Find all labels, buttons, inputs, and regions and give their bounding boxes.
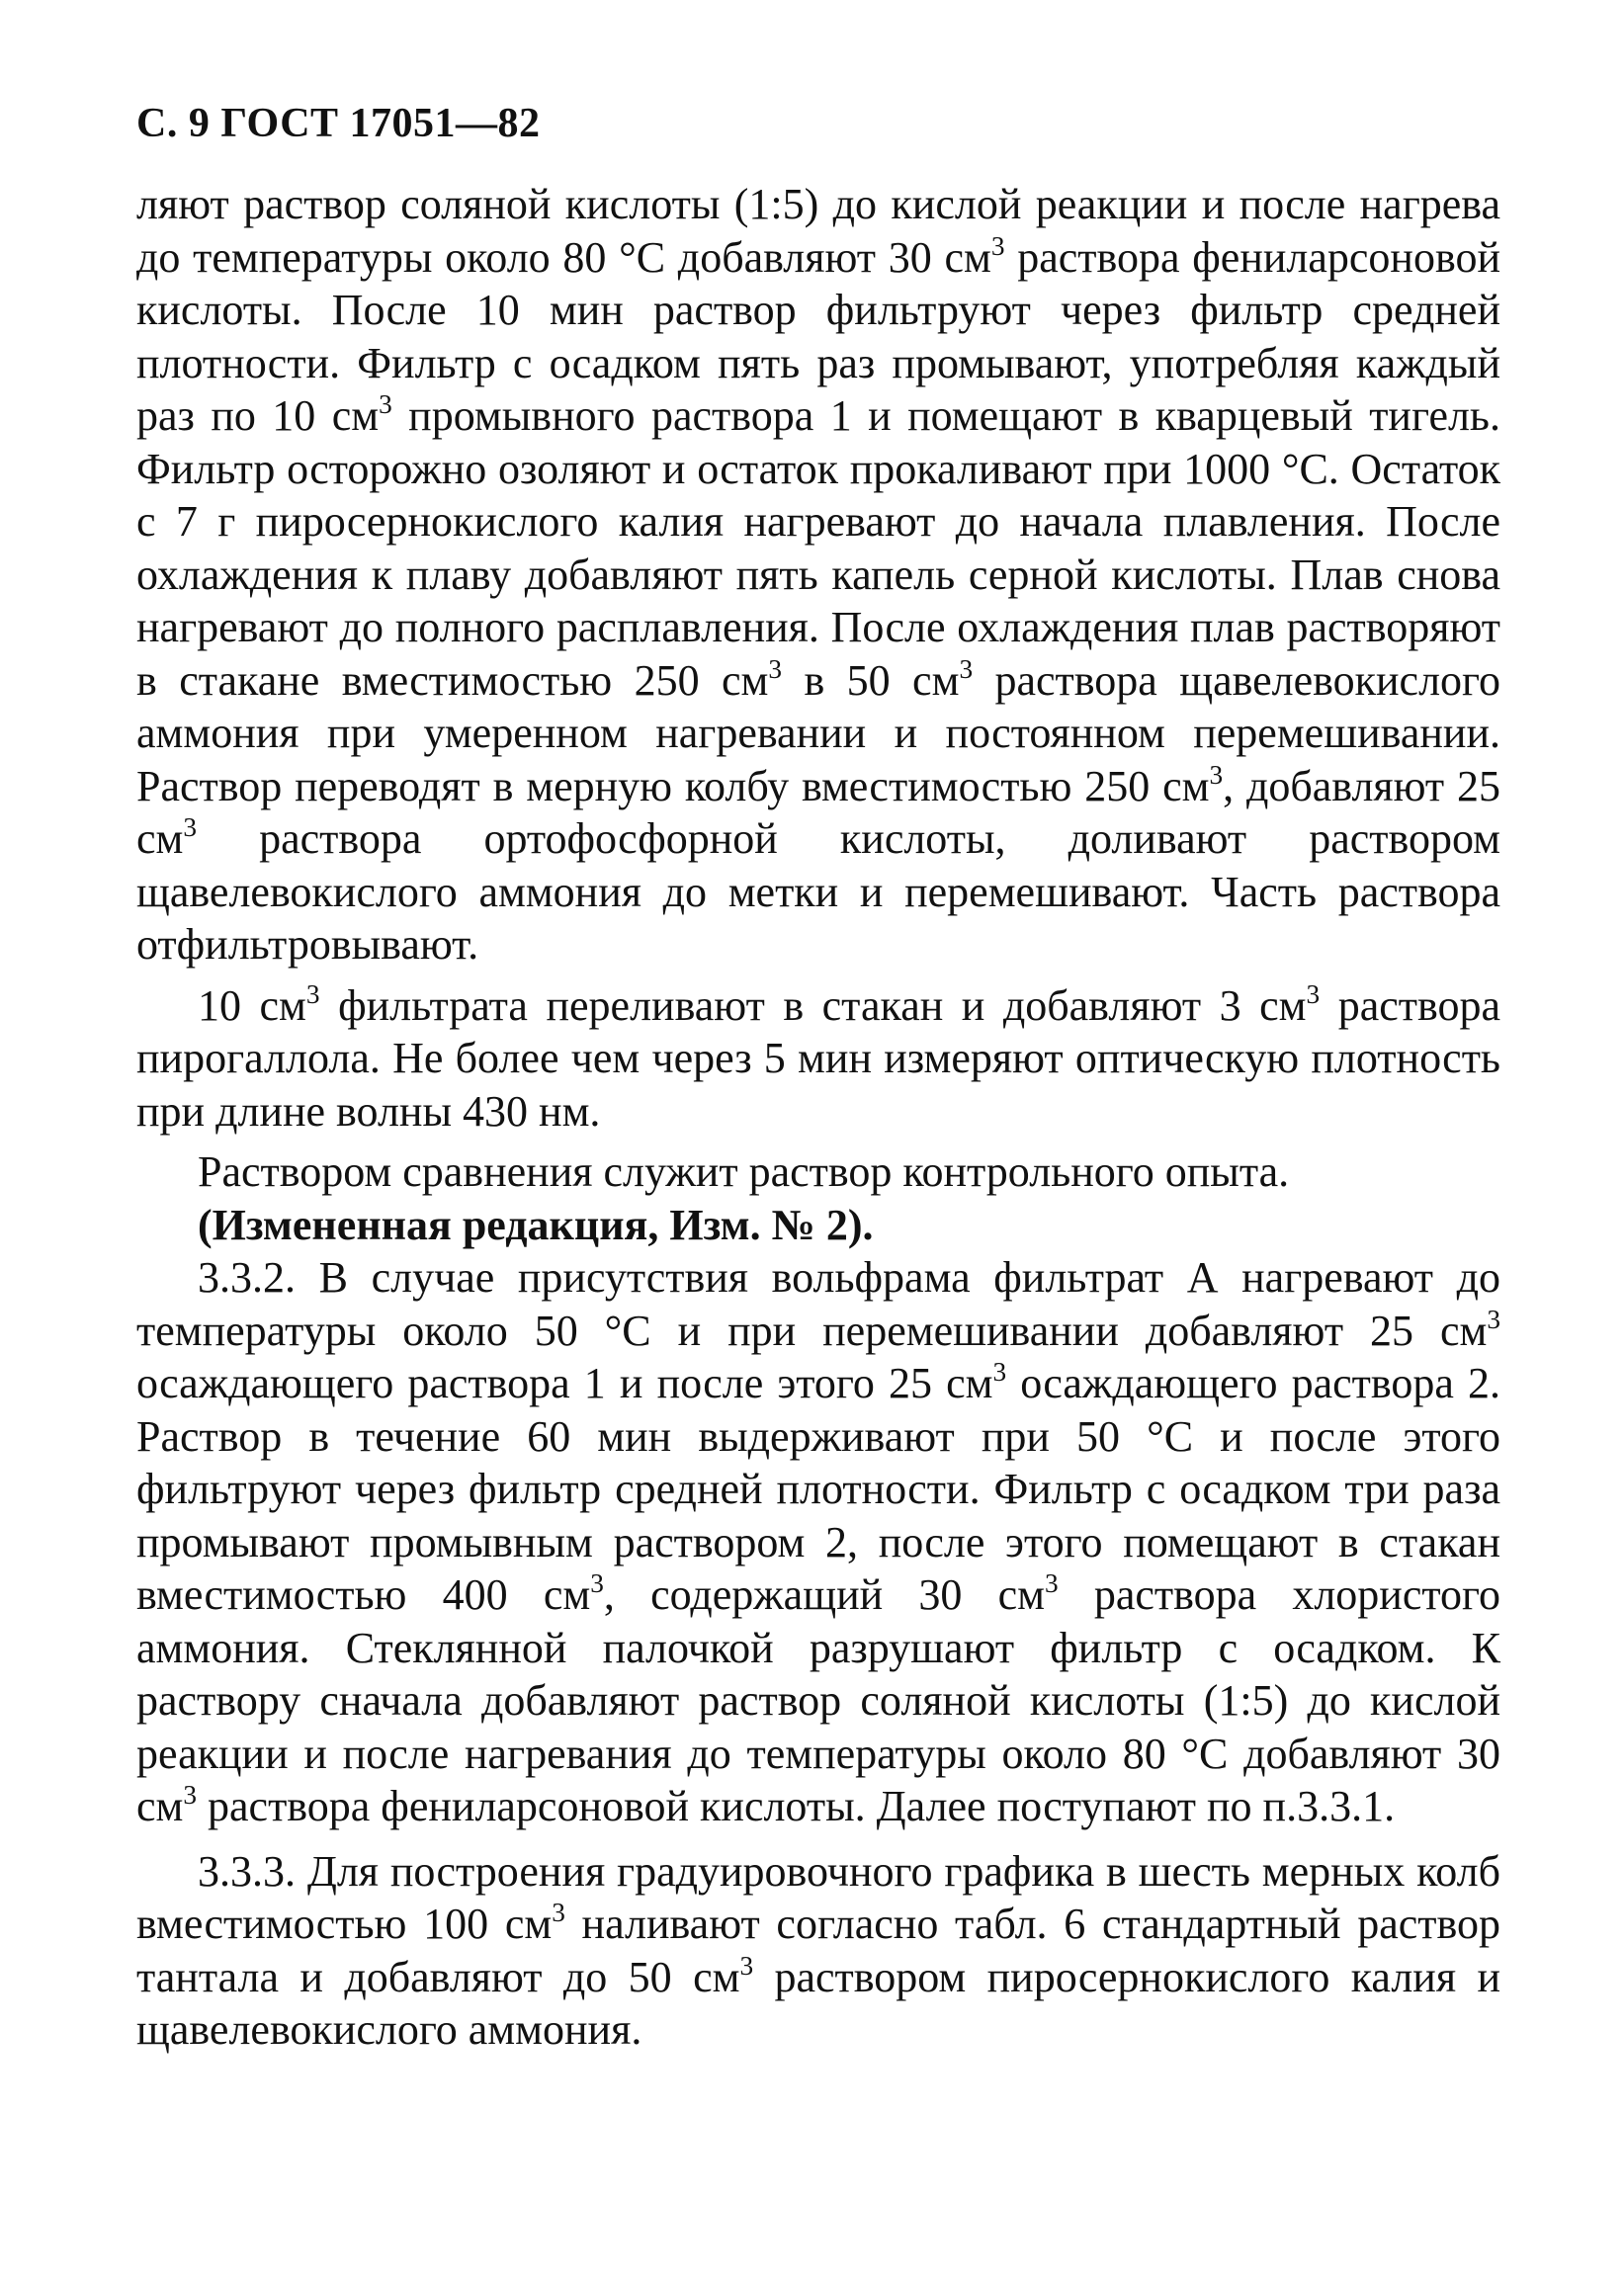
page-header: С. 9 ГОСТ 17051—82: [136, 101, 541, 146]
superscript-3: 3: [1209, 759, 1224, 790]
superscript-3: 3: [1306, 978, 1321, 1009]
superscript-3: 3: [768, 653, 783, 684]
superscript-3: 3: [552, 1898, 565, 1928]
superscript-3: 3: [305, 978, 320, 1009]
superscript-3: 3: [992, 1357, 1007, 1388]
superscript-3: 3: [990, 230, 1005, 261]
superscript-3: 3: [959, 653, 974, 684]
paragraph-continuation: ляют раствор соляной кислоты (1:5) до кислой реакции и после нагрева до температуры около 80 °С добавляют 30 $см^3$ раствора фениларсоновой кислоты. После 10 мин раствор фильтруют через фильтр средней плотности. Фильтр с осадком пять раз промывают, употребляя каждый раз по 10 $см^3$ промывного раствора 1 и помещают в кварцевый тигель. Фильтр осторожно озоляют и остаток прокаливают при 1000 °С. Остаток с 7 г пиросернокислого калия нагревают до начала плавления. После охлаждения к плаву добавляют пять капель серной кислоты. Плав снова нагревают до полного расплавления. После охлаждения плав растворяют в стакане вместимостью 250 $см^3$ в 50 $см^3$ раствора щавелевокислого аммония при умеренном нагревании и постоянном перемешивании. Раствор переводят в мерную колбу вместимостью 250 $см^3$, добавляют 25 $см^3$ раствора ортофосфорной кислоты, доливают раствором щавелевокислого аммония до метки и перемешивают. Часть раствора отфильтровывают.: [136, 180, 1501, 969]
paragraph-section-3-3-3: 3.3.3. Для построения градуировочного графика в шесть мерных колб вместимостью 100 $см^3$ наливают согласно табл. 6 стандартный раствор тантала и добавляют до 50 $см^3$ раствором пиросернокислого калия и щавелевокислого аммония.: [136, 1846, 1500, 2054]
paragraph-amendment-note: (Измененная редакция, Изм. № 2).: [198, 1200, 874, 1249]
paragraph-filtrate: 10 $см^3$ фильтрата переливают в стакан и добавляют 3 $см^3$ раствора пирогаллола. Не более чем через 5 мин измеряют оптическую плотность при длине волны 430 нм.: [136, 978, 1500, 1136]
document-page: [136, 99, 1500, 2057]
superscript-3: 3: [183, 812, 198, 843]
paragraph-section-3-3-2: 3.3.2. В случае присутствия вольфрама фильтрат А нагревают до температуры около 50 °С и при перемешивании добавляют 25 $см^3$ осаждающего раствора 1 и после этого 25 $см^3$ осаждающего раствора 2. Раствор в течение 60 мин выдерживают при 50 °С и после этого фильтруют через фильтр средней плотности. Фильтр с осадком три раза промывают промывным раствором 2, после этого помещают в стакан вместимостью 400 $см^3$, содержащий 30 $см^3$ раствора хлористого аммония. Стеклянной палочкой разрушают фильтр с осадком. К раствору сначала добавляют раствор соляной кислоты (1:5) до кислой реакции и после нагревания до температуры около 80 °С добавляют 30 $см^3$ раствора фениларсоновой кислоты. Далее поступают по п.3.3.1.: [136, 1253, 1501, 1830]
superscript-3: 3: [379, 389, 392, 420]
paragraph-reference-solution: Раствором сравнения служит раствор контрольного опыта.: [198, 1147, 1290, 1196]
document-body: [136, 178, 1500, 2057]
superscript-3: 3: [1487, 1304, 1500, 1334]
superscript-3: 3: [1044, 1568, 1059, 1599]
superscript-3: 3: [183, 1780, 198, 1811]
superscript-3: 3: [590, 1568, 604, 1599]
superscript-3: 3: [739, 1950, 754, 1981]
